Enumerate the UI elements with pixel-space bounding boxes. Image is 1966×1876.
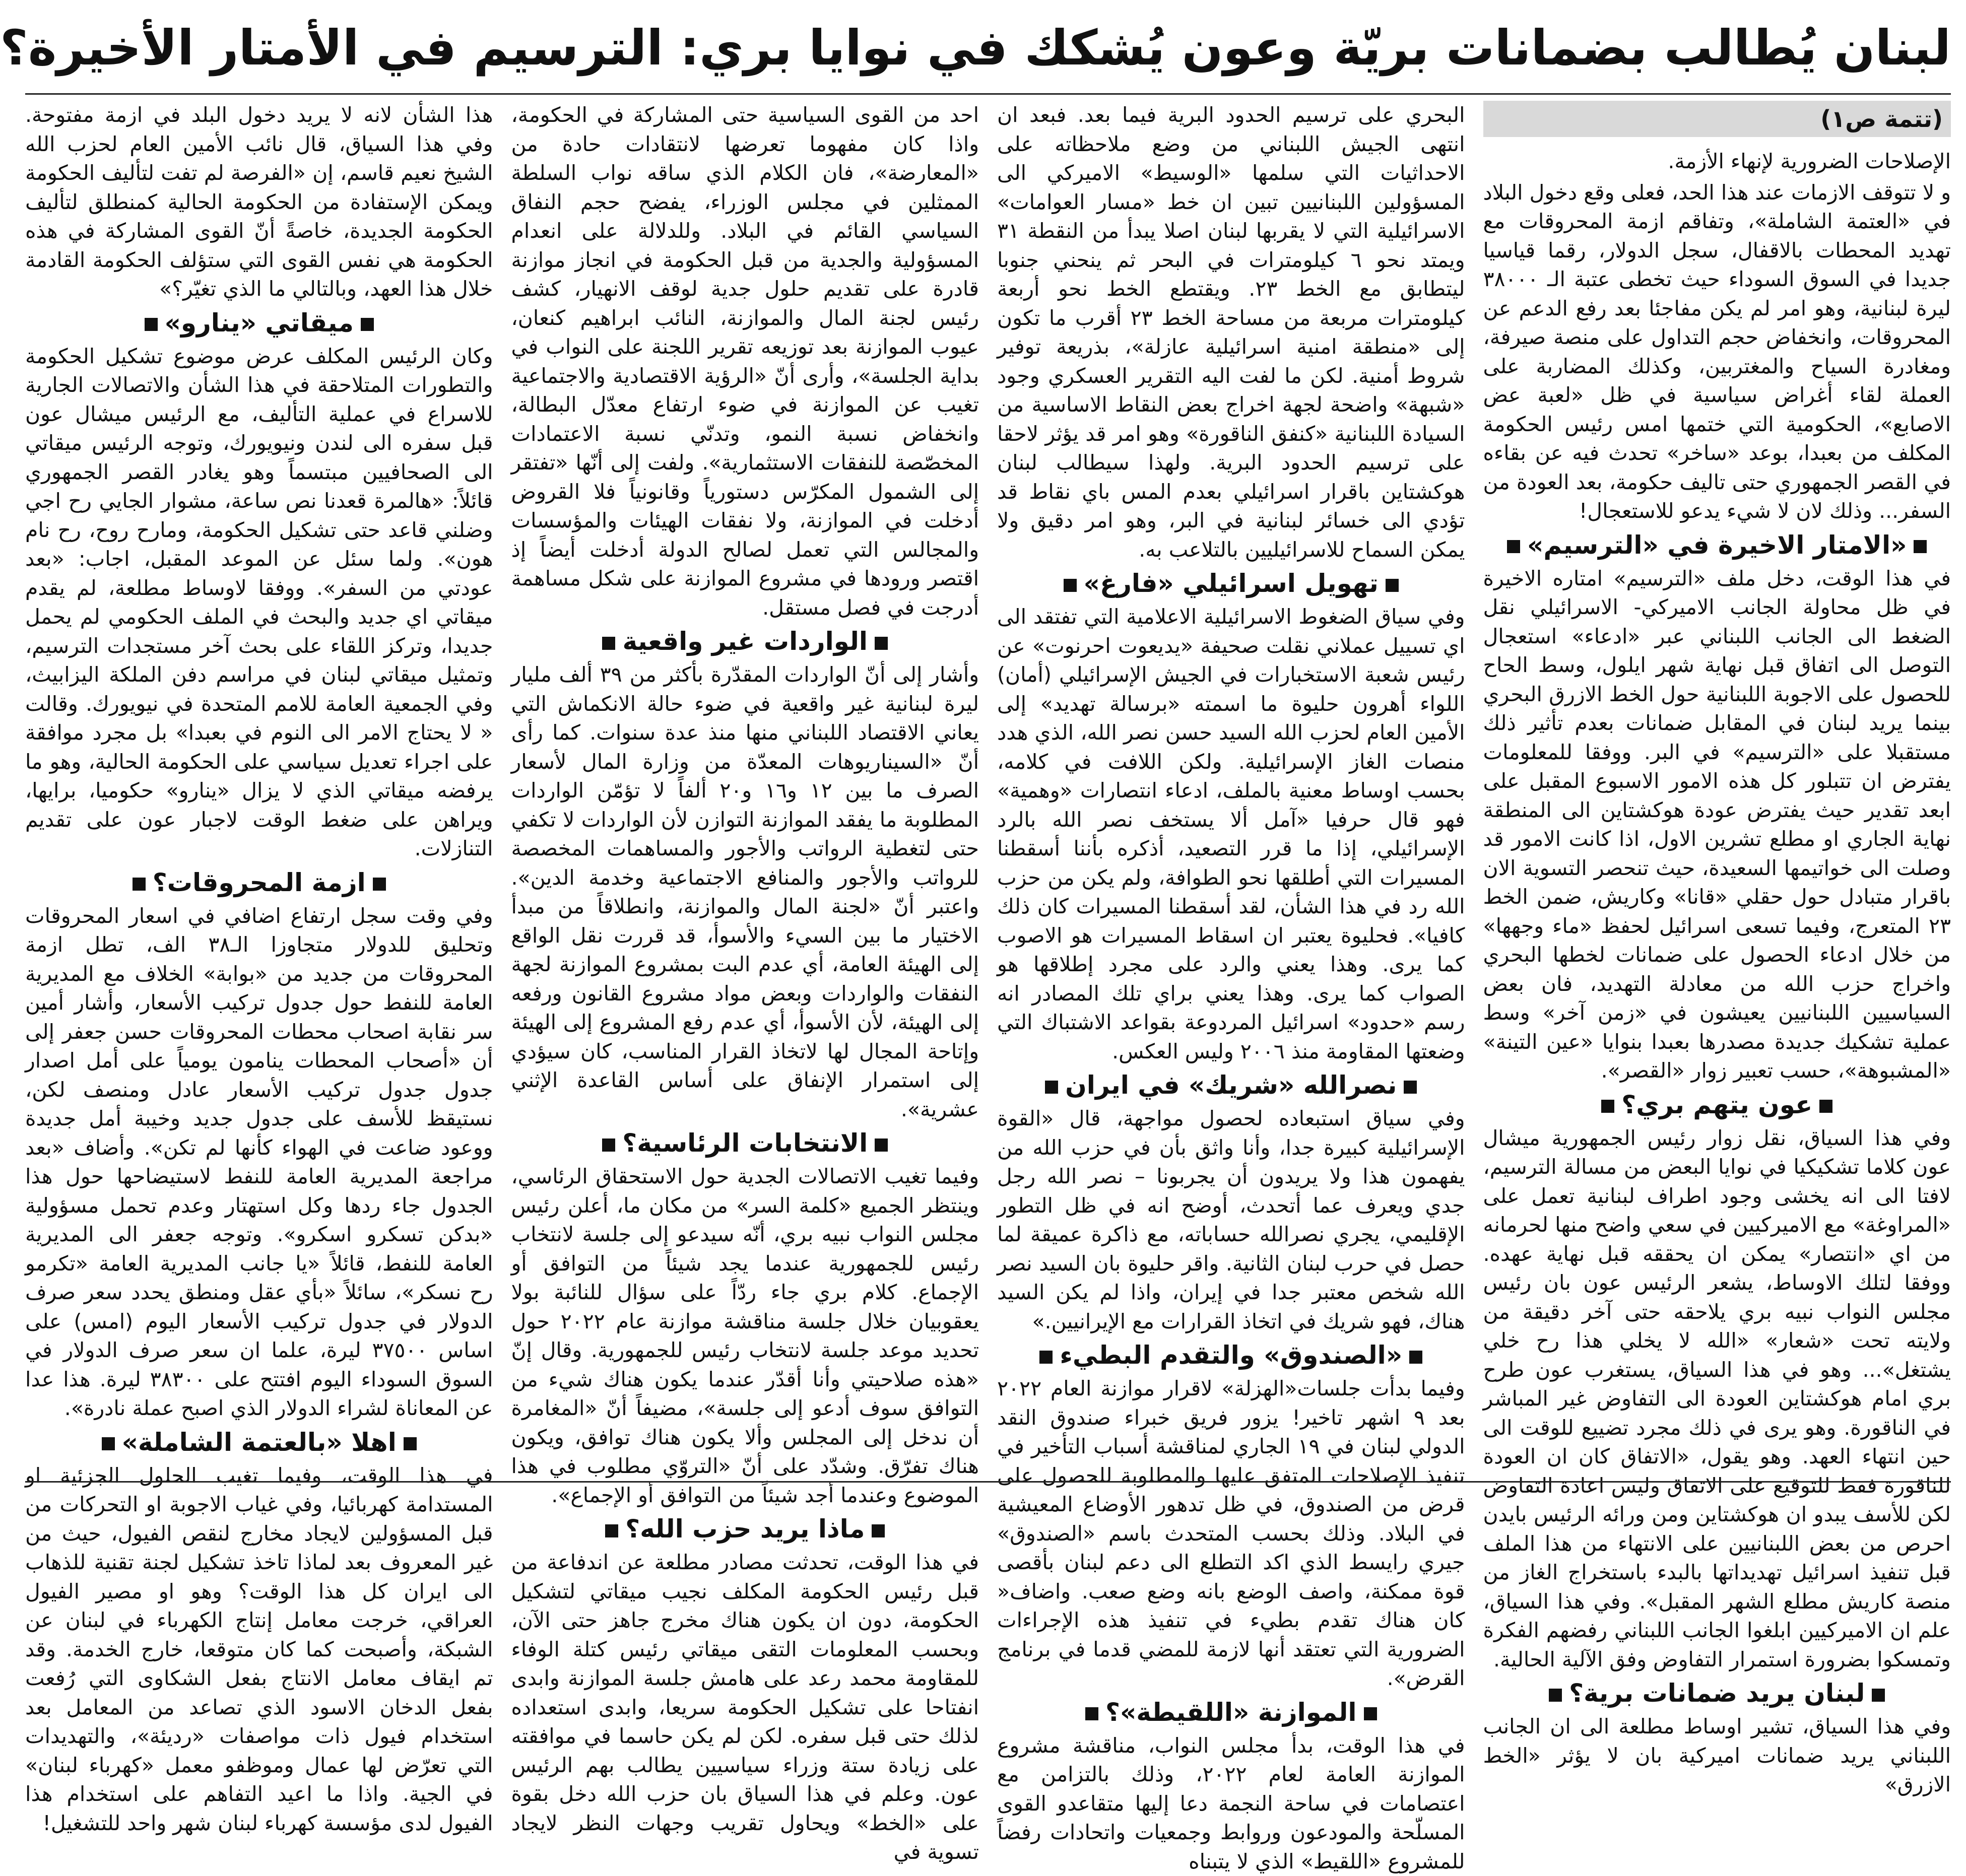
square-bullet-icon bbox=[1364, 1707, 1377, 1720]
square-bullet-icon bbox=[1819, 1100, 1832, 1113]
square-bullet-icon bbox=[1045, 1081, 1058, 1094]
paragraph: هذا الشأن لانه لا يريد دخول البلد في ازمة مفتوحة. وفي هذا السياق، قال نائب الأمين العام لحزب الله الشيخ نعيم قاسم، إن «الفرصة لم تفت لتأليف الحكومة ويمكن الإستفادة من الحكومة الحالية كمنطلق لتأليف الحكومة الجديدة، خاصةً أنّ القوى المشاركة في هذه الحكومة هي نفس القوى التي ستؤلف الحكومة القادمة خلال هذا العهد، وبالتالي ما الذي تغيّر؟» bbox=[25, 101, 493, 304]
subheading: الموازنة «اللقيطة»؟ bbox=[997, 1696, 1465, 1728]
square-bullet-icon bbox=[102, 1437, 115, 1450]
subheading: ازمة المحروقات؟ bbox=[25, 866, 493, 899]
subheading: ماذا يريد حزب الله؟ bbox=[511, 1513, 979, 1545]
subheading: تهويل اسرائيلي «فارغ» bbox=[997, 567, 1465, 599]
square-bullet-icon bbox=[1549, 1689, 1562, 1702]
square-bullet-icon bbox=[1039, 1351, 1053, 1364]
article-columns bbox=[25, 101, 1951, 1479]
square-bullet-icon bbox=[361, 318, 374, 331]
subheading: ميقاتي «ينارو» bbox=[25, 307, 493, 339]
paragraph: وفي هذا السياق، نقل زوار رئيس الجمهورية ميشال عون كلاما تشكيكيا في نوايا البعض من مسالة الترسيم، لافتا الى انه يخشى وجود اطراف لبنانية تعمل على «المراوغة» مع الاميركيين في سعي واضح منها لحرمانه من اي «انتصار» يمكن ان يحققه قبل نهاية عهده. ووفقا لتلك الاوساط، يشعر الرئيس عون بان رئيس مجلس النواب نبيه بري يلاحقه حتى آخر دقيقة من ولايته تحت «شعار» «الله لا يخلي هذا رح خلي يشتغل»... وهو في هذا السياق، يستغرب عون طرح بري امام هوكشتاين العودة الى التفاوض غير المباشر في الناقورة. وهو يرى في ذلك مجرد تضييع للوقت الى حين انتهاء العهد. وهو يقول، «الاتفاق كان ان العودة للناقورة فقط للتوقيع على الاتفاق وليس اعادة التفاوض لكن للأسف يبدو ان هوكشتاين ومن ورائه الرئيس بايدن احرص من بعض اللبنانيين على الانتهاء من هذا الملف قبل تنفيذ اسرائيل تهديداتها بالبدء باستخراج الغاز من منصة كاريش مطلع الشهر المقبل». وفي هذا السياق، علم ان الاميركيين ابلغوا الجانب اللبناني رفضهم الفكرة وتمسكوا بضرورة استمرار التفاوض وفق الآلية الحالية. bbox=[1483, 1124, 1951, 1674]
column-4 bbox=[25, 101, 493, 1479]
square-bullet-icon bbox=[875, 637, 888, 650]
paragraph: وكان الرئيس المكلف عرض موضوع تشكيل الحكومة والتطورات المتلاحقة في هذا الشأن والاتصالات الجارية للاسراع في عملية التأليف، مع الرئيس ميشال عون قبل سفره الى لندن ونيويورك، وتوجه الرئيس ميقاتي الى الصحافيين مبتسماً وهو يغادر القصر الجمهوري قائلاً: «هالمرة قعدنا نص ساعة، مشوار الجايي رح اجي وضلني قاعد حتى تشكيل الحكومة، ومارح روح، رح نام هون». ولما سئل عن الموعد المقبل، اجاب: «بعد عودتي من السفر». ووفقا لاوساط مطلعة، لم يقدم ميقاتي اي جديد والبحث في الملف الحكومي لم يحمل جديدا، وتركز اللقاء على بحث آخر مستجدات الترسيم، وتمثيل ميقاتي لبنان في مراسم دفن الملكة اليزابيث، وفي الجمعية العامة للامم المتحدة في نيويورك. وقالت « لا يحتاج الامر الى النوم في بعبدا» بل مجرد موافقة على اجراء تعديل سياسي على الحكومة الحالية، وهو ما يرفضه ميقاتي الذي لا يزال «ينارو» حكوميا، برايها، ويراهن على ضغط الوقت لاجبار عون على تقديم التنازلات. bbox=[25, 342, 493, 863]
column-2 bbox=[997, 101, 1465, 1479]
square-bullet-icon bbox=[133, 878, 146, 891]
column-1 bbox=[1483, 101, 1951, 1479]
paragraph: وأشار إلى أنّ الواردات المقدّرة بأكثر من ٣٩ ألف مليار ليرة لبنانية غير واقعية في ضوء حالة الانكماش التي يعاني الاقتصاد اللبناني منها منذ عدة سنوات. كما رأى أنّ «السيناريوهات المعدّة من وزارة المال لأسعار الصرف ما بين ١٢ و١٦ و٢٠ ألفاً لا تؤمّن الواردات المطلوبة ما يفقد الموازنة التوازن لأن الواردات لا تكفي حتى لتغطية الرواتب والأجور والمساهمات المخصصة للرواتب والأجور والمنافع الاجتماعية وخدمة الدين». واعتبر أنّ «لجنة المال والموازنة، وانطلاقاً من مبدأ الاختيار ما بين السيء والأسوأ، قد قررت نقل الواقع إلى الهيئة العامة، أي عدم البت بمشروع الموازنة لجهة النفقات والواردات وبعض مواد مشروع القانون ورفعه إلى الهيئة، لأن الأسوأ، أي عدم رفع المشروع إلى الهيئة وإتاحة المجال لها لاتخاذ القرار المناسب، كان سيؤدي إلى استمرار الإنفاق على أساس القاعدة الإثني عشرية». bbox=[511, 660, 979, 1124]
subheading: الانتخابات الرئاسية؟ bbox=[511, 1127, 979, 1159]
paragraph: في هذا الوقت، تحدثت مصادر مطلعة عن اندفاعة من قبل رئيس الحكومة المكلف نجيب ميقاتي لتشكيل الحكومة، دون ان يكون هناك مخرج جاهز حتى الآن، وبحسب المعلومات التقى ميقاتي رئيس كتلة الوفاء للمقاومة محمد رعد على هامش جلسة الموازنة وابدى انفتاحا على تشكيل الحكومة سريعا، وابدى استعداده لذلك حتى قبل سفره. لكن لم يكن حاسما في موافقته على زيادة ستة وزراء سياسيين يطالب بهم الرئيس عون. وعلم في هذا السياق بان حزب الله دخل بقوة على «الخط» ويحاول تقريب وجهات النظر لايجاد تسوية في bbox=[511, 1548, 979, 1867]
square-bullet-icon bbox=[1064, 579, 1077, 592]
paragraph: وفي سياق استبعاده لحصول مواجهة، قال «القوة الإسرائيلية كبيرة جدا، وأنا واثق بأن في حزب الله من يفهمون هذا ولا يريدون أن يجربونا – نصر الله رجل جدي ويعرف عما أتحدث، أوضح انه في ظل التطور الإقليمي، يجري نصرالله حساباته، مع ذاكرة عميقة لما حصل في حرب لبنان الثانية. واقر حليوة بان السيد نصر الله شخص معتبر جدا في إيران، واذا لم يكن السيد هناك، فهو شريك في اتخاذ القرارات مع الإيرانيين.» bbox=[997, 1104, 1465, 1336]
square-bullet-icon bbox=[1386, 579, 1399, 592]
paragraph: احد من القوى السياسية حتى المشاركة في الحكومة، واذا كان مفهوما تعرضها لانتقادات حادة من «المعارضة»، فان الكلام الذي ساقه نواب السلطة الممثلين في مجلس الوزراء، يفضح حجم النفاق السياسي القائم في البلاد. وللدلالة على انعدام المسؤولية والجدية من قبل الحكومة في انجاز موازنة قادرة على تقديم حلول جدية لوقف الانهيار، كشف رئيس لجنة المال والموازنة، النائب ابراهيم كنعان، عيوب الموازنة بعد توزيعه تقرير اللجنة على النواب في بداية الجلسة»، وأرى أنّ «الرؤية الاقتصادية والاجتماعية تغيب عن الموازنة في ضوء ارتفاع معدّل البطالة، وانخفاض نسبة النمو، وتدنّي نسبة الاعتمادات المخصّصة للنفقات الاستثمارية». ولفت إلى أنّها «تفتقر إلى الشمول المكرّس دستورياً وقانونياً فلا القروض أدخلت في الموازنة، ولا نفقات الهيئات والمؤسسات والمجالس التي تعمل لصالح الدولة أدخلت أيضاً إذ اقتصر ورودها في مشروع الموازنة على شكل مساهمة أدرجت في فصل مستقل. bbox=[511, 101, 979, 622]
square-bullet-icon bbox=[602, 637, 615, 650]
square-bullet-icon bbox=[145, 318, 158, 331]
square-bullet-icon bbox=[1085, 1707, 1098, 1720]
square-bullet-icon bbox=[1404, 1081, 1417, 1094]
bottom-rule bbox=[25, 1481, 1951, 1483]
paragraph: و لا تتوقف الازمات عند هذا الحد، فعلى وقع دخول البلاد في «العتمة الشاملة»، وتفاقم ازمة المحروقات مع تهديد المحطات بالاقفال، سجل الدولار، رقما قياسيا جديدا في السوق السوداء حيث تخطى عتبة الـ ٣٨٠٠٠ ليرة لبنانية، وهو امر لم يكن مفاجئا بعد رفع الدعم عن المحروقات، وانخفاض حجم التداول على منصة صيرفة، ومغادرة السياح والمغتربين، وكذلك المضاربة على العملة لقاء أغراض سياسية في ظل «لعبة عض الاصابع»، الحكومية التي ختمها امس رئيس الحكومة المكلف من بعبدا، بوعد «ساخر» تحدث فيه عن بقاءه في القصر الجمهوري حتى تاليف حكومة، بعد العودة من السفر... وذلك لان لا شيء يدعو للاستعجال! bbox=[1483, 178, 1951, 526]
paragraph: في هذا الوقت، بدأ مجلس النواب، مناقشة مشروع الموازنة العامة لعام ٢٠٢٢، وذلك بالتزامن مع اعتصامات في ساحة النجمة دعا إليها متقاعدو القوى المسلّحة والمودعون وروابط وجمعيات واتحادات رفضاً للمشروع «اللقيط» الذي لا يتبناه bbox=[997, 1731, 1465, 1876]
subheading: عون يتهم بري؟ bbox=[1483, 1089, 1951, 1121]
paragraph: وفي وقت سجل ارتفاع اضافي في اسعار المحروقات وتحليق للدولار متجاوزا الـ٣٨ الف، تطل ازمة المحروقات من جديد من «بوابة» الخلاف مع المديرية العامة للنفط حول جدول تركيب الأسعار، وأشار أمين سر نقابة اصحاب محطات المحروقات حسن جعفر إلى أن «أصحاب المحطات ينامون يومياً على أمل اصدار جدول جدول تركيب الأسعار عادل ومنصف لكن، نستيقظ للأسف على جدول جديد وخيبة أمل جديدة ووعود ضاعت في الهواء كأنها لم تكن». وأضاف «بعد مراجعة المديرية العامة للنفط لاستيضاحها حول هذا الجدول جاء ردها وكل استهتار وعدم تحمل مسؤولية «بدكن تسكرو اسكرو». وتوجه جعفر الى المديرية العامة للنفط، قائلاً «يا جانب المديرية العامة «تكرمو رح نسكر»، سائلاً «بأي عقل ومنطق يحدد سعر صرف الدولار في جدول تركيب الأسعار اليوم (امس) على اساس ٣٧٥٠٠ ليرة، علما ان سعر صرف الدولار في السوق السوداء اليوم افتتح على ٣٨٣٠٠ ليرة. هذا عدا عن المعاناة لشراء الدولار الذي اصبح عملة نادرة». bbox=[25, 902, 493, 1423]
square-bullet-icon bbox=[605, 1524, 618, 1537]
paragraph: في هذا الوقت، وفيما تغيب الحلول الجزئية او المستدامة كهربائيا، وفي غياب الاجوبة او التحركات من قبل المسؤولين لايجاد مخارج لنقص الفيول، حيث من غير المعروف بعد لماذا تاخذ تشكيل لجنة تقنية للذهاب الى ايران كل هذا الوقت؟ وهو او مصير الفيول العراقي، خرجت معامل إنتاج الكهرباء في لبنان عن الشبكة، وأصبحت كما كان متوقعا، خارج الخدمة. وقد تم ايقاف معامل الانتاج بفعل الشكاوى التي رُفعت بفعل الدخان الاسود الذي تصاعد من المعامل بعد استخدام فيول ذات مواصفات «رديئة»، والتهديدات التي تعرّض لها عمال وموظفو معمل «كهرباء لبنان» في الجية. واذا ما اعيد التفاهم على استخدام هذا الفيول لدى مؤسسة كهرباء لبنان شهر واحد للتشغيل! bbox=[25, 1461, 493, 1838]
subheading: اهلا «بالعتمة الشاملة» bbox=[25, 1426, 493, 1458]
square-bullet-icon bbox=[875, 1138, 888, 1152]
column-3 bbox=[511, 101, 979, 1479]
subheading: الواردات غير واقعية bbox=[511, 625, 979, 657]
newspaper-page bbox=[10, 0, 1966, 1490]
square-bullet-icon bbox=[602, 1138, 615, 1152]
continuation-label: (تتمة ص١) bbox=[1483, 101, 1951, 137]
paragraph: في هذا الوقت، دخل ملف «الترسيم» امتاره الاخيرة في ظل محاولة الجانب الاميركي- الاسرائيلي نقل الضغط الى الجانب اللبناني عبر «ادعاء» استعجال التوصل الى اتفاق قبل نهاية شهر ايلول، وسط الحاح للحصول على الاجوبة اللبنانية حول الخط الازرق البحري بينما يريد لبنان في المقابل ضمانات بعدم تأثير ذلك مستقبلا على «الترسيم» في البر. ووفقا للمعلومات يفترض ان تتبلور كل هذه الامور الاسبوع المقبل على ابعد تقدير حيث يفترض عودة هوكشتاين الى المنطقة نهاية الجاري او مطلع تشرين الاول، اذا كانت الامور قد وصلت الى خواتيمها السعيدة، حيث تنحصر التسوية الان باقرار متبادل حول حقلي «قانا» وكاريش، ضمن الخط ٢٣ المتعرج، وفيما تسعى اسرائيل لحفظ «ماء وجهها» من خلال ادعاء الحصول على ضمانات لخطها البحري واخراج حزب الله من معادلة التهديد، فان بعض السياسيين اللبنانيين يعيشون في «زمن آخر» وسط عملية تشكيك جديدة مصدرها بعبدا بنوايا «عين التينة» «المشبوهة»، حسب تعبير زوار «القصر». bbox=[1483, 564, 1951, 1086]
square-bullet-icon bbox=[1409, 1351, 1422, 1364]
subheading: «الامتار الاخيرة في «الترسيم» bbox=[1483, 529, 1951, 561]
subheading: نصرالله «شريك» في ايران bbox=[997, 1069, 1465, 1101]
top-rule bbox=[25, 93, 1951, 95]
paragraph: وفي سياق الضغوط الاسرائيلية الاعلامية التي تفتقد الى اي تسييل عملاني نقلت صحيفة «يديعوت احرنوت» عن رئيس شعبة الاستخبارات في الجيش الإسرائيلي (أمان) اللواء أهرون حليوة ما اسمته «برسالة تهديد» إلى الأمين العام لحزب الله السيد حسن نصر الله، الذي هدد منصات الغاز الإسرائيلية. ولكن اللافت في كلامه، بحسب اوساط معنية بالملف، ادعاء انتصارات «وهمية» فهو قال حرفيا «آمل ألا يستخف نصر الله بالرد الإسرائيلي، إذا ما قرر التصعيد، أذكره بأننا أسقطنا المسيرات التي أطلقها نحو الطوافة، ولم يكن من حزب الله رد في هذا الشأن، لقد أسقطنا المسيرات كان ذلك كافيا». فحليوة يعتبر ان اسقاط المسيرات هو الاصوب كما يرى. وهذا يعني والرد على مجرد إطلاقها هو الصواب كما يرى. وهذا يعني براي تلك المصادر انه رسم «حدود» اسرائيل المردوعة بقواعد الاشتباك التي وضعتها المقاومة منذ ٢٠٠٦ وليس العكس. bbox=[997, 602, 1465, 1066]
square-bullet-icon bbox=[1914, 540, 1927, 553]
paragraph: وفي هذا السياق، تشير اوساط مطلعة الى ان الجانب اللبناني يريد ضمانات اميركية بان لا يؤثر «الخط الازرق» bbox=[1483, 1712, 1951, 1799]
headline: لبنان يُطالب بضمانات بريّة وعون يُشكك في نوايا بري: الترسيم في الأمتار الأخيرة؟ bbox=[25, 10, 1951, 86]
paragraph: البحري على ترسيم الحدود البرية فيما بعد. فبعد ان انتهى الجيش اللبناني من وضع ملاحظاته على الاحداثيات التي سلمها «الوسيط» الاميركي الى المسؤولين اللبنانيين تبين ان خط «مسار العوامات» الاسرائيلية التي لا يقربها لبنان اصلا يبدأ من النقطة ٣١ ويمتد نحو ٦ كيلومترات في البحر ثم ينحني جنوبا ليتطابق مع الخط ٢٣. ويقتطع الخط نحو أربعة كيلومترات مربعة من مساحة الخط ٢٣ أقرب ما تكون إلى «منطقة امنية اسرائيلية عازلة»، بذريعة توفير شروط أمنية. لكن ما لفت اليه التقرير العسكري وجود «شبهة» واضحة لجهة اخراج بعض النقاط الاساسية من السيادة اللبنانية «كنفق الناقورة» وهو امر قد يؤثر لاحقا على ترسيم الحدود البرية. ولهذا سيطالب لبنان هوكشتاين باقرار اسرائيلي بعدم المس باي نقاط قد تؤدي الى خسائر لبنانية في البر، وهو امر دقيق ولا يمكن السماح للاسرائيليين بالتلاعب به. bbox=[997, 101, 1465, 564]
square-bullet-icon bbox=[1507, 540, 1520, 553]
square-bullet-icon bbox=[373, 878, 386, 891]
square-bullet-icon bbox=[1601, 1100, 1614, 1113]
paragraph: الإصلاحات الضرورية لإنهاء الأزمة. bbox=[1483, 147, 1951, 176]
subheading: «الصندوق» والتقدم البطيء bbox=[997, 1339, 1465, 1371]
paragraph: وفيما تغيب الاتصالات الجدية حول الاستحقاق الرئاسي، وينتظر الجميع «كلمة السر» من مكان ما، أعلن رئيس مجلس النواب نبيه بري، أنّه سيدعو إلى جلسة لانتخاب رئيس للجمهورية عندما يجد شيئاً من التوافق أو الإجماع. كلام بري جاء ردّاً على سؤال للنائبة بولا يعقوبيان خلال جلسة مناقشة موازنة عام ٢٠٢٢ حول تحديد موعد جلسة لانتخاب رئيس للجمهورية. وقال إنّ «هذه صلاحيتي وأنا أقدّر عندما يكون هناك شيء من التوافق سوف أدعو إلى جلسة»، مضيفاً أنّ «المغامرة أن ندخل إلى المجلس وألا يكون هناك توافق، ويكون هناك تفرّق. وشدّد على أنّ «التروّي مطلوب في هذا الموضوع وعندما أجد شيئاً من التوافق أو الإجماع». bbox=[511, 1162, 979, 1510]
paragraph: وفيما بدأت جلسات«الهزلة» لاقرار موازنة العام ٢٠٢٢ بعد ٩ اشهر تاخير! يزور فريق خبراء صندوق النقد الدولي لبنان في ١٩ الجاري لمناقشة أسباب التأخير في تنفيذ الإصلاحات المتفق عليها والمطلوبة للحصول على قرض من الصندوق، في ظل تدهور الأوضاع المعيشية في البلاد. وذلك بحسب المتحدث باسم «الصندوق» جيري رايسط الذي اكد التطلع الى دعم لبنان بأقصى قوة ممكنة، واصف الوضع بانه وضع صعب. واضاف« كان هناك تقدم بطيء في تنفيذ هذه الإجراءات الضرورية التي تعتقد أنها لازمة للمضي قدما في برنامج القرض». bbox=[997, 1374, 1465, 1693]
subheading: لبنان يريد ضمانات برية؟ bbox=[1483, 1677, 1951, 1709]
square-bullet-icon bbox=[1872, 1689, 1885, 1702]
square-bullet-icon bbox=[404, 1437, 417, 1450]
square-bullet-icon bbox=[872, 1524, 885, 1537]
